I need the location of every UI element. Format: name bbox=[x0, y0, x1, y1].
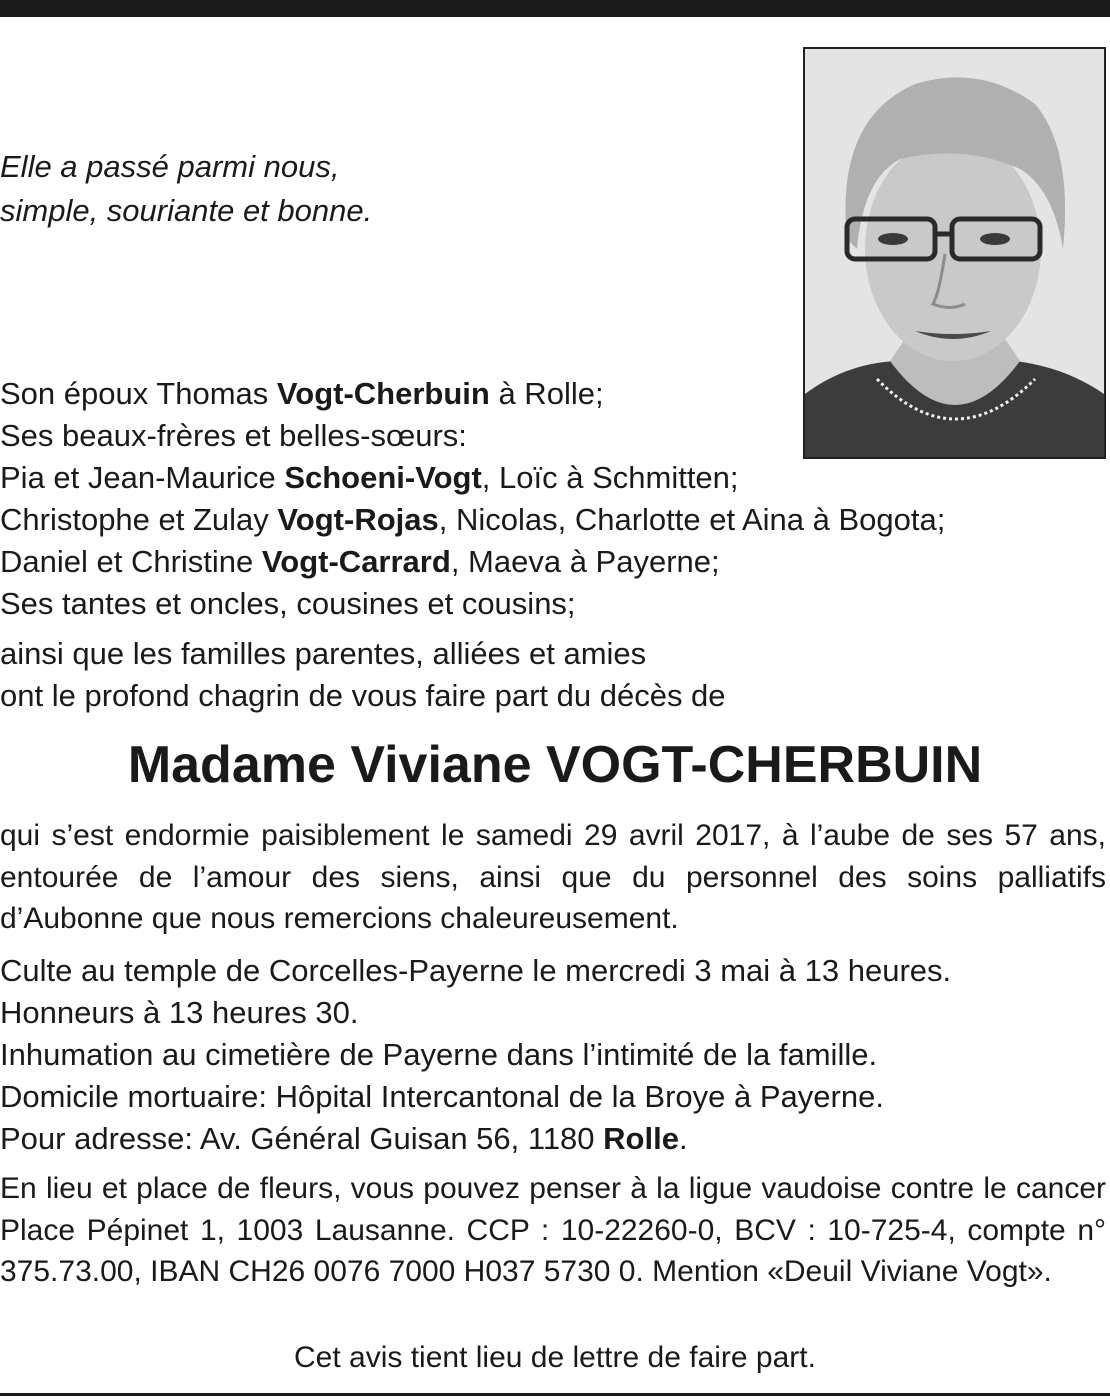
surname: Vogt-Cherbuin bbox=[276, 376, 490, 411]
text: , Nicolas, Charlotte et Aina à Bogota; bbox=[438, 502, 946, 537]
text: , Maeva à Payerne; bbox=[450, 544, 720, 579]
donation-paragraph: En lieu et place de fleurs, vous pouvez penser à la ligue vaudoise contre le cancer Place Pépinet 1, 1003 Lausanne. CCP : 10-22260-0, BCV : 10-725-4, compte n° 375.73.00, IBAN CH26 0076 7000 H037 5730 0. Mention «Deuil Viviane Vogt». bbox=[0, 1172, 1106, 1289]
text: Daniel et Christine bbox=[0, 544, 262, 579]
text: Christophe et Zulay bbox=[0, 502, 278, 537]
death-paragraph: qui s’est endormie paisiblement le samedi 29 avril 2017, à l’aube de ses 57 ans, entourée de l’amour des siens, ainsi que du personnel des soins palliatifs d’Aubonne que nous remercions chaleureusement. bbox=[0, 819, 1106, 936]
surname: Schoeni-Vogt bbox=[284, 460, 482, 495]
deceased-name: Madame Viviane VOGT-CHERBUIN bbox=[127, 736, 983, 794]
service-line-culte: Culte au temple de Corcelles-Payerne le mercredi 3 mai à 13 heures. bbox=[0, 953, 952, 988]
family-line-relatives: ainsi que les familles parentes, alliées et amies bbox=[0, 636, 647, 671]
service-line-domicile: Domicile mortuaire: Hôpital Intercantonal de la Broye à Payerne. bbox=[0, 1079, 884, 1114]
epigraph-line-1: Elle a passé parmi nous, bbox=[0, 149, 340, 184]
text: Pia et Jean-Maurice bbox=[0, 460, 285, 495]
family-line-announcement: ont le profond chagrin de vous faire part du décès de bbox=[0, 678, 726, 713]
text: Pour adresse: Av. Général Guisan 56, 1180 bbox=[0, 1121, 604, 1156]
epigraph bbox=[0, 145, 372, 233]
family-line-carrard bbox=[0, 541, 720, 583]
surname: Vogt-Rojas bbox=[277, 502, 439, 537]
text: . bbox=[678, 1121, 688, 1156]
surname: Vogt-Carrard bbox=[261, 544, 451, 579]
city: Rolle bbox=[603, 1121, 679, 1156]
family-line-rojas bbox=[0, 499, 945, 541]
family-line-spouse bbox=[0, 373, 604, 415]
bottom-border-rule bbox=[0, 1393, 1110, 1396]
text: Son époux Thomas bbox=[0, 376, 277, 411]
service-line-address bbox=[0, 1118, 688, 1160]
top-border-rule bbox=[0, 0, 1110, 17]
text: à Rolle; bbox=[489, 376, 604, 411]
text: , Loïc à Schmitten; bbox=[481, 460, 739, 495]
family-line-schoeni bbox=[0, 457, 739, 499]
family-line-aunts: Ses tantes et oncles, cousines et cousins; bbox=[0, 586, 576, 621]
closing-line: Cet avis tient lieu de lettre de faire part. bbox=[294, 1341, 816, 1374]
service-line-honneurs: Honneurs à 13 heures 30. bbox=[0, 995, 359, 1030]
epigraph-line-2: simple, souriante et bonne. bbox=[0, 193, 373, 228]
service-line-inhumation: Inhumation au cimetière de Payerne dans l’intimité de la famille. bbox=[0, 1037, 878, 1072]
portrait-photo bbox=[803, 47, 1106, 459]
family-line-in-laws: Ses beaux-frères et belles-sœurs: bbox=[0, 418, 467, 453]
